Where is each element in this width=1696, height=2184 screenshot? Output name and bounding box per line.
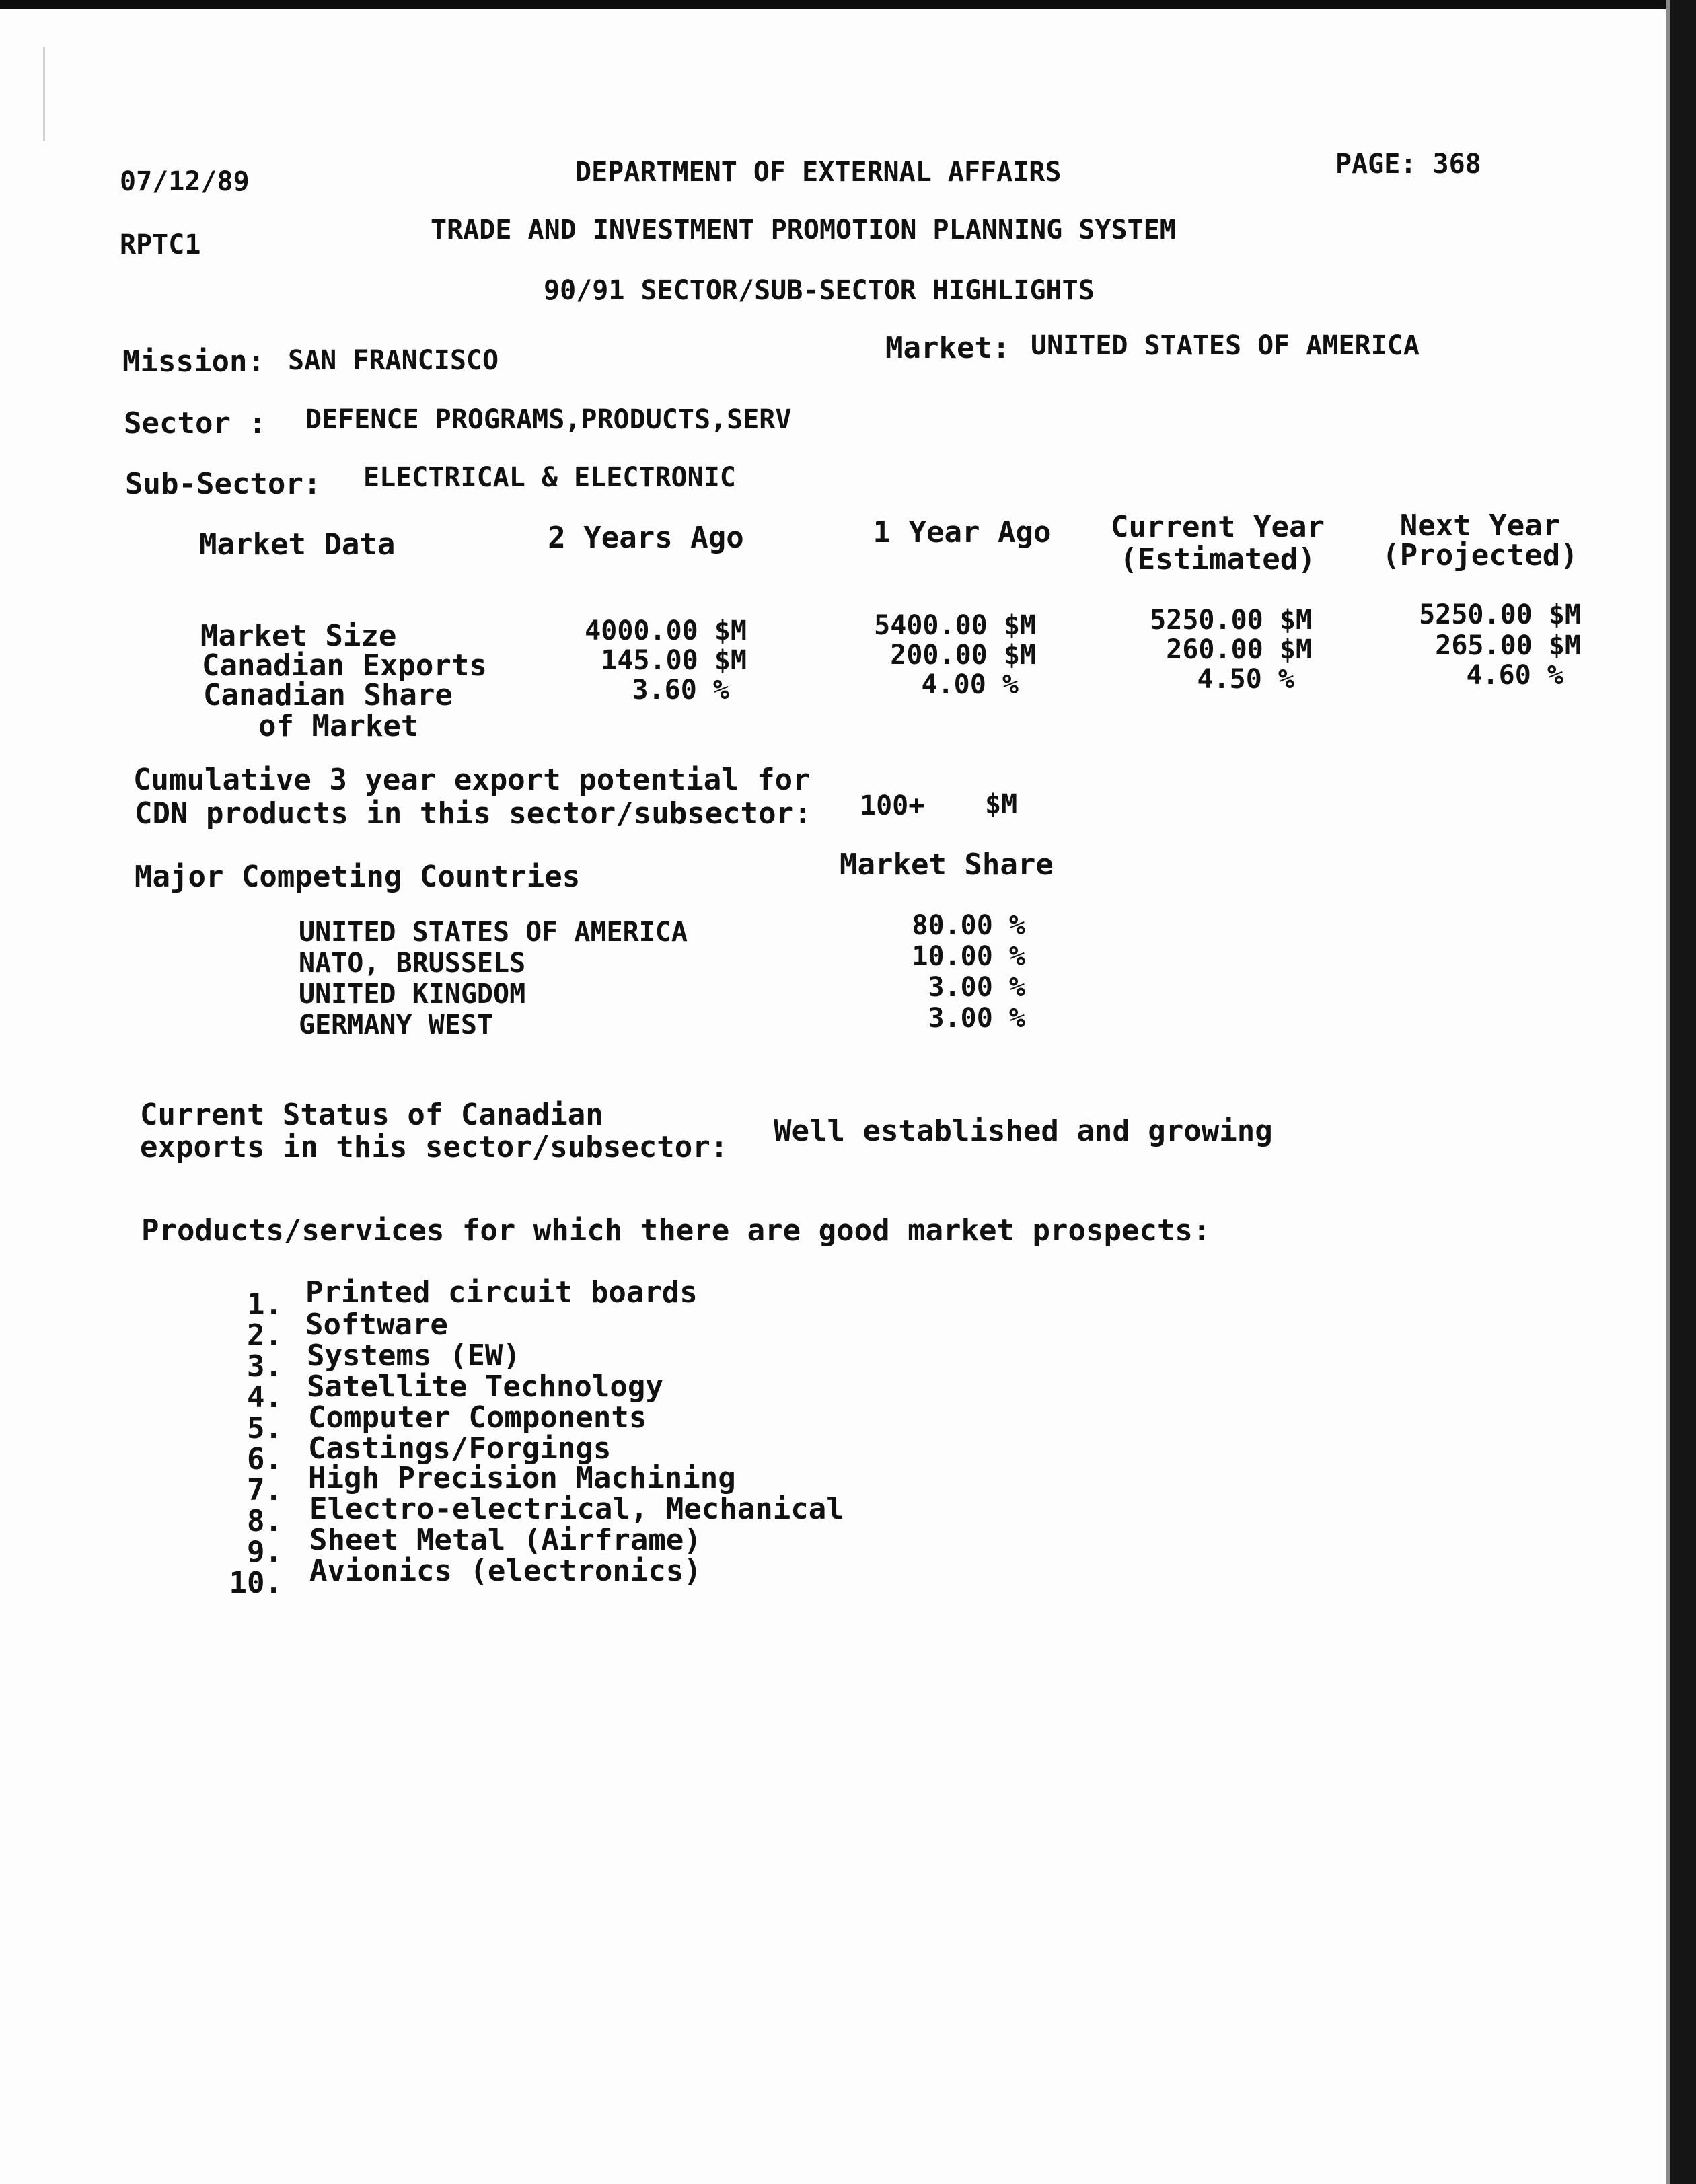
scan-left-mark [43,47,45,141]
prospect-item: Avionics (electronics) [309,1554,702,1588]
competitor-share: 3.00 % [928,972,1025,1003]
row-label-canadian-share-cont: of Market [258,709,419,743]
canadian-share-current: 4.50 % [1197,664,1294,695]
canadian-exports-1y: 200.00 $M [890,640,1036,671]
prospect-item: High Precision Machining [308,1461,736,1495]
status-line-1: Current Status of Canadian [140,1098,603,1132]
prospect-number: 9. [247,1535,283,1569]
col-header-current-year: Current Year [1111,510,1325,544]
potential-line-1: Cumulative 3 year export potential for [133,763,811,797]
canadian-share-next: 4.60 % [1466,660,1563,691]
prospect-number: 1. [247,1287,283,1322]
market-size-next: 5250.00 $M [1419,599,1581,630]
prospect-number: 7. [247,1473,283,1507]
prospect-number: 2. [247,1318,283,1353]
prospect-item: Electro-electrical, Mechanical [309,1492,844,1526]
status-line-2: exports in this sector/subsector: [140,1130,729,1164]
market-data-header: Market Data [199,527,396,562]
sector-value: DEFENCE PROGRAMS,PRODUCTS,SERV [305,404,792,435]
competitor-share: 3.00 % [928,1003,1025,1034]
scan-right-edge [1670,0,1696,2184]
prospect-item: Computer Components [308,1400,647,1435]
col-header-2-years-ago: 2 Years Ago [548,521,744,555]
market-share-header: Market Share [840,848,1054,882]
market-value: UNITED STATES OF AMERICA [1031,330,1420,361]
canadian-share-1y: 4.00 % [921,669,1019,700]
competitors-header: Major Competing Countries [135,860,581,894]
prospect-item: Castings/Forgings [308,1431,612,1466]
col-header-next-year: Next Year [1399,509,1561,543]
market-size-current: 5250.00 $M [1150,605,1312,636]
system-title: TRADE AND INVESTMENT PROMOTION PLANNING SYSTEM [431,215,1176,246]
report-code: RPTC1 [120,229,201,260]
prospect-number: 10. [229,1566,283,1600]
subsector-value: ELECTRICAL & ELECTRONIC [363,462,736,493]
row-label-market-size: Market Size [200,619,397,653]
market-size-2y: 4000.00 $M [585,615,747,646]
mission-value: SAN FRANCISCO [288,345,499,376]
canadian-exports-current: 260.00 $M [1166,634,1312,665]
competitor-country: UNITED KINGDOM [299,979,526,1010]
prospect-number: 6. [247,1442,283,1476]
sector-label: Sector : [124,406,266,441]
row-label-canadian-exports: Canadian Exports [202,648,487,683]
mission-label: Mission: [122,344,265,379]
status-value: Well established and growing [774,1114,1273,1148]
col-header-1-year-ago: 1 Year Ago [873,515,1052,550]
prospect-number: 4. [247,1380,283,1415]
competitor-share: 80.00 % [912,910,1025,941]
subsector-label: Sub-Sector: [125,467,322,501]
page-number: PAGE: 368 [1335,149,1481,180]
market-size-1y: 5400.00 $M [874,610,1036,641]
competitor-country: NATO, BRUSSELS [299,948,526,979]
prospect-number: 3. [247,1349,283,1384]
row-label-canadian-share: Canadian Share [203,678,453,712]
canadian-share-2y: 3.60 % [632,675,729,706]
scan-top-edge [0,0,1696,9]
canadian-exports-2y: 145.00 $M [601,645,747,676]
market-label: Market: [885,331,1010,365]
col-header-current-year-sub: (Estimated) [1119,542,1316,576]
prospect-item: Printed circuit boards [305,1275,698,1310]
prospect-item: Systems (EW) [307,1339,521,1373]
report-subtitle: 90/91 SECTOR/SUB-SECTOR HIGHLIGHTS [544,275,1095,306]
prospect-number: 8. [247,1504,283,1538]
potential-value: 100+ [860,790,925,821]
competitor-country: UNITED STATES OF AMERICA [299,917,688,948]
department-title: DEPARTMENT OF EXTERNAL AFFAIRS [575,157,1062,188]
prospect-item: Satellite Technology [307,1369,663,1404]
report-date: 07/12/89 [120,166,250,197]
prospects-title: Products/services for which there are good market prospects: [141,1213,1211,1248]
prospect-item: Sheet Metal (Airframe) [309,1523,702,1557]
competitor-country: GERMANY WEST [299,1010,493,1041]
prospect-item: Software [305,1308,448,1342]
potential-line-2: CDN products in this sector/subsector: [135,796,812,831]
competitor-share: 10.00 % [912,941,1025,972]
prospect-number: 5. [247,1411,283,1445]
potential-unit: $M [985,789,1018,820]
canadian-exports-next: 265.00 $M [1435,630,1581,661]
col-header-next-year-sub: (Projected) [1382,538,1578,572]
